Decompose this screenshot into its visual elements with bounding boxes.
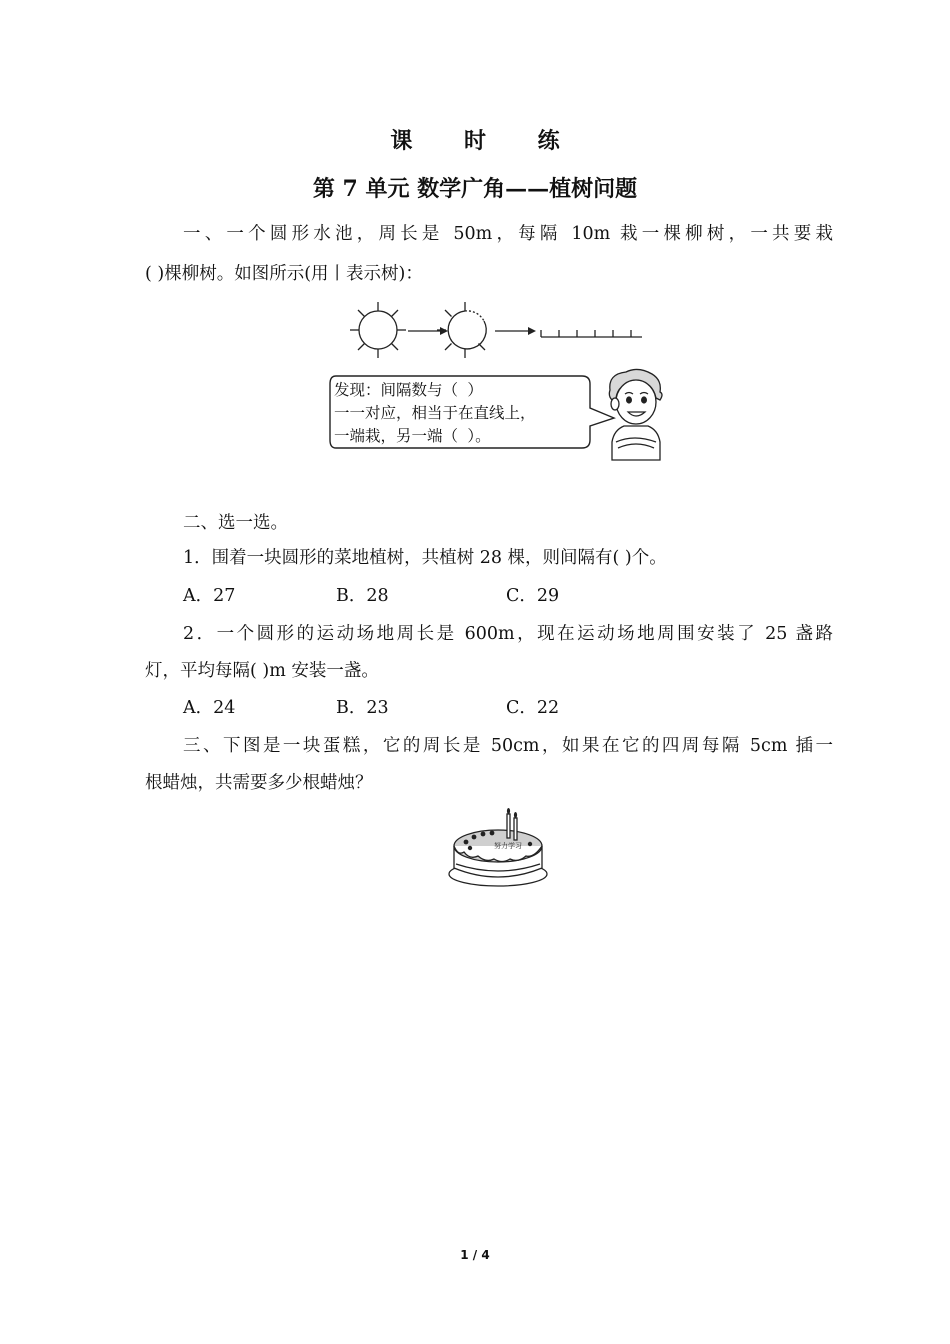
s3-line2: 根蜡烛，共需要多少根蜡烛？: [145, 773, 373, 793]
s2-q2-line1: 2．一个圆形的运动场地周长是 600m，现在运动场地周围安装了 25 盏路: [183, 624, 833, 644]
bubble-line-2: 一一对应，相当于在直线上，: [334, 404, 536, 422]
page-subtitle: 第 7 单元 数学广角——植树问题: [312, 176, 638, 202]
boy-illustration: [604, 368, 666, 464]
s3-line1: 三、下图是一块蛋糕，它的周长是 50cm，如果在它的四周每隔 5cm 插一: [183, 736, 833, 756]
candle-1: [507, 814, 510, 838]
s2-q2-line2: 灯，平均每隔( )m 安装一盏。: [145, 661, 379, 681]
circle-to-line-diagram: [340, 298, 650, 364]
s2-q2-option-a: A．24: [183, 698, 236, 718]
pond-circle-1: [359, 311, 397, 349]
s2-q1-option-c: C．29: [506, 586, 560, 606]
bubble-line-1: 发现：间隔数与（ ）: [334, 381, 483, 399]
s1-line2: ( )棵柳树。如图所示(用丨表示树)：: [145, 264, 423, 284]
s2-q1-text: 1．围着一块圆形的菜地植树，共植树 28 棵，则间隔有( )个。: [183, 548, 667, 568]
s2-heading: 二、选一选。: [183, 513, 288, 533]
s2-q1-option-b: B．28: [336, 586, 389, 606]
cake-illustration: [446, 806, 552, 888]
cake-text: 努力学习: [494, 842, 522, 850]
s1-line1: 一、一个圆形水池，周长是 50m，每隔 10m 栽一棵柳树，一共要栽: [183, 224, 833, 244]
candle-2: [514, 818, 517, 840]
bubble-line-3: 一端栽，另一端（ ）。: [334, 427, 491, 445]
arrow-head-1: [440, 327, 448, 335]
s2-q1-option-a: A．27: [183, 586, 236, 606]
page-title: 课 时 练: [390, 128, 582, 154]
arrow-head-2: [528, 327, 536, 335]
page-number: 1 / 4: [460, 1248, 490, 1262]
s2-q2-option-c: C．22: [506, 698, 560, 718]
s2-q2-option-b: B．23: [336, 698, 389, 718]
